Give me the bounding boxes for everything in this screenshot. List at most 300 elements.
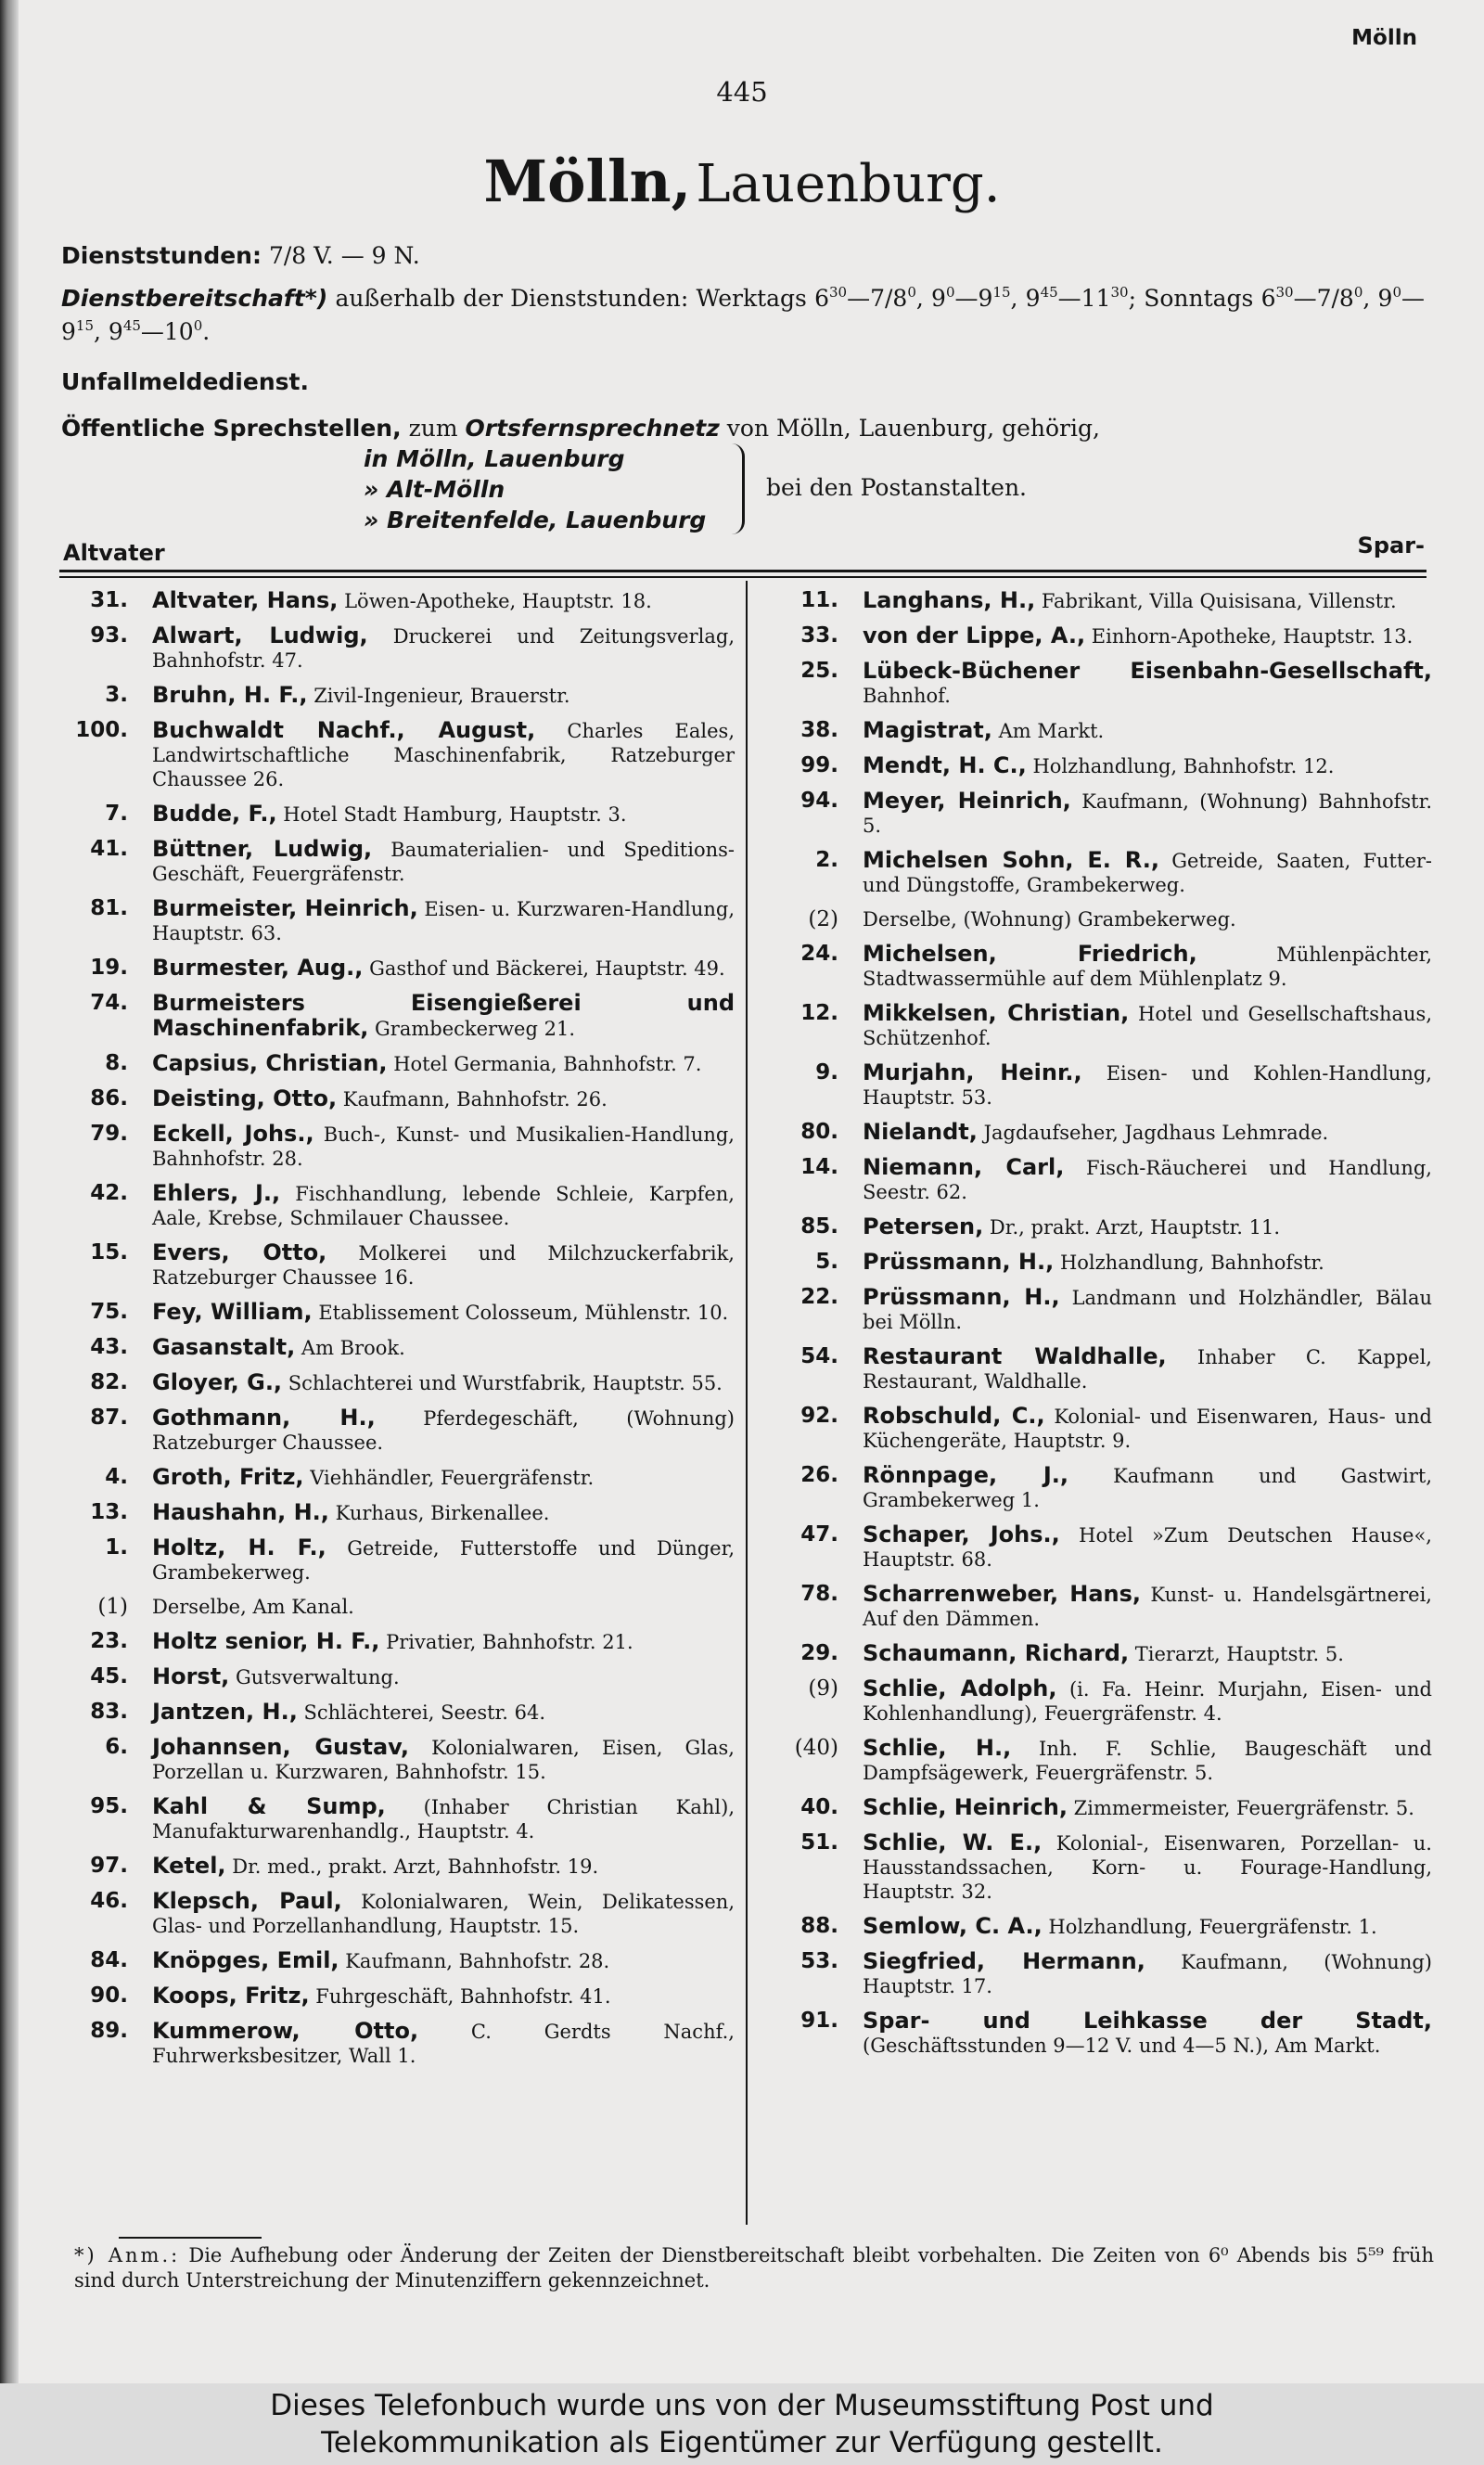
entry-number: 12. — [800, 1001, 838, 1025]
directory-entry — [768, 1830, 1432, 1904]
time-minutes: 30 — [1275, 284, 1294, 301]
readiness-paragraph — [61, 282, 1425, 349]
entry-detail: Derselbe, (Wohnung) Grambekerweg. — [863, 908, 1236, 931]
entry-name: Jantzen, H., — [152, 1699, 298, 1725]
entry-name: Haushahn, H., — [152, 1499, 329, 1525]
entry-name: Schlie, H., — [863, 1735, 1012, 1761]
service-hours — [61, 239, 1425, 273]
entry-number: 100. — [75, 718, 128, 742]
entry-detail: Inhaber C. Kappel, Restaurant, Waldhalle. — [863, 1346, 1432, 1393]
entry-name: Langhans, H., — [863, 587, 1036, 613]
time-fragment: —9 — [954, 285, 993, 312]
entry-detail: Löwen-Apotheke, Hauptstr. 18. — [344, 590, 652, 612]
entry-detail: Kaufmann, Bahnhofstr. 26. — [342, 1088, 608, 1111]
directory-entry — [58, 1629, 735, 1654]
time-fragment: . — [202, 318, 211, 345]
directory-entry — [768, 718, 1432, 743]
entry-number: 6. — [105, 1735, 128, 1759]
station-note: bei den Postanstalten. — [766, 474, 1027, 501]
readiness-label: Dienstbereitschaft*) — [61, 285, 328, 312]
directory-entry — [58, 1984, 735, 2009]
entry-number: 51. — [800, 1830, 838, 1855]
entry-number: 11. — [800, 588, 838, 612]
entry-detail: Bahnhof. — [863, 685, 951, 707]
entry-detail: Kolonial- und Eisenwaren, Haus- und Küchengeräte, Hauptstr. 9. — [863, 1406, 1432, 1452]
public-stations — [61, 412, 1425, 445]
entry-detail: (Geschäftsstunden 9—12 V. und 4—5 N.), Am Markt. — [863, 2035, 1381, 2057]
time-fragment: , 9 — [1362, 285, 1393, 312]
directory-entry — [58, 1370, 735, 1395]
directory-entry — [768, 1155, 1432, 1204]
entry-name: Schlie, W. E., — [863, 1829, 1043, 1855]
entry-name: Niemann, Carl, — [863, 1154, 1065, 1180]
directory-entry — [58, 1122, 735, 1171]
footnote-rule — [119, 2237, 262, 2239]
entry-detail: Zimmermeister, Feuergräfenstr. 5. — [1073, 1797, 1414, 1819]
entry-detail: Hotel Germania, Bahnhofstr. 7. — [393, 1053, 702, 1075]
directory-entry — [768, 1214, 1432, 1239]
directory-entry — [58, 623, 735, 673]
entry-detail: Derselbe, Am Kanal. — [152, 1596, 354, 1618]
entry-number: 47. — [800, 1522, 838, 1547]
double-rule — [59, 570, 1426, 578]
entry-name: Kummerow, Otto, — [152, 2018, 419, 2044]
station-place: » Breitenfelde, Lauenburg — [364, 507, 707, 533]
directory-entry — [58, 588, 735, 613]
entry-number: 79. — [90, 1122, 128, 1146]
entry-number: 83. — [90, 1700, 128, 1724]
entry-name: Prüssmann, H., — [863, 1249, 1055, 1275]
entry-number: 41. — [90, 837, 128, 861]
entry-detail: Kolonialwaren, Wein, Delikatessen, Glas- und Porzellanhandlung, Hauptstr. 15. — [152, 1891, 735, 1937]
entry-number: 38. — [800, 718, 838, 742]
entry-name: Michelsen Sohn, E. R., — [863, 847, 1159, 873]
entry-number: 78. — [800, 1582, 838, 1606]
directory-entry — [768, 1250, 1432, 1275]
entry-number: 40. — [800, 1795, 838, 1819]
directory-entry — [58, 1300, 735, 1325]
directory-entry — [58, 837, 735, 886]
public-stations-network: Ortsfernsprechnetz — [465, 415, 720, 442]
time-fragment: , 9 — [94, 318, 123, 345]
entry-name: Klepsch, Paul, — [152, 1888, 342, 1914]
time-minutes: 0 — [1353, 284, 1363, 301]
entry-detail: Fisch-Räucherei und Handlung, Seestr. 62. — [863, 1157, 1432, 1203]
credit-line: Telekommunikation als Eigentümer zur Verfügung gestellt. — [321, 2426, 1163, 2459]
entry-detail: Einhorn-Apotheke, Hauptstr. 13. — [1091, 625, 1414, 648]
entry-detail: Zivil-Ingenieur, Brauerstr. — [313, 685, 570, 707]
entry-number: 99. — [800, 753, 838, 777]
page-edge-shadow — [0, 0, 19, 2383]
entry-detail: Molkerei und Milchzuckerfabrik, Ratzeburger Chaussee 16. — [152, 1242, 735, 1289]
entry-name: Mikkelsen, Christian, — [863, 1000, 1130, 1026]
entry-detail: Kolonial-, Eisenwaren, Porzellan- u. Hausstandssachen, Korn- u. Fourage-Handlung, Hauptstr. 32. — [863, 1832, 1432, 1903]
entry-number: 13. — [90, 1500, 128, 1524]
entry-number: (9) — [808, 1676, 838, 1701]
directory-entry — [768, 1949, 1432, 1998]
entry-detail: Kunst- u. Handelsgärtnerei, Auf den Dämmen. — [863, 1584, 1432, 1630]
title-region: Lauenburg. — [696, 154, 1001, 214]
entry-name: Schaumann, Richard, — [863, 1640, 1130, 1666]
time-minutes: 0 — [193, 317, 203, 334]
entry-number: 87. — [90, 1406, 128, 1430]
entry-detail: Mühlenpächter, Stadtwassermühle auf dem Mühlenplatz 9. — [863, 944, 1432, 990]
entry-name: von der Lippe, A., — [863, 623, 1086, 648]
entry-number: 89. — [90, 2019, 128, 2043]
entry-name: Gloyer, G., — [152, 1369, 283, 1395]
directory-entry — [58, 1335, 735, 1360]
directory-entry — [58, 1181, 735, 1230]
entry-detail: Am Markt. — [998, 720, 1105, 742]
page-title — [0, 148, 1484, 215]
entry-detail: Landmann und Holzhändler, Bälau bei Mölln. — [863, 1287, 1432, 1333]
entry-name: Murjahn, Heinr., — [863, 1059, 1082, 1085]
directory-entry — [58, 1406, 735, 1455]
directory-entry — [58, 896, 735, 945]
entry-number: 45. — [90, 1664, 128, 1688]
service-hours-text: 7/8 V. — 9 N. — [268, 242, 420, 269]
entry-name: Schaper, Johs., — [863, 1521, 1060, 1547]
entry-name: Nielandt, — [863, 1119, 978, 1145]
entry-number: 15. — [90, 1240, 128, 1265]
entry-detail: Druckerei und Zeitungsverlag, Bahnhofstr. 47. — [152, 625, 736, 672]
directory-entry — [58, 1500, 735, 1525]
directory-entry — [58, 1240, 735, 1290]
entry-detail: Hotel »Zum Deutschen Hause«, Hauptstr. 68. — [863, 1524, 1432, 1571]
entry-detail: (Inhaber Christian Kahl), Manufakturwarenhandlg., Hauptstr. 4. — [152, 1796, 736, 1842]
entry-detail: Hotel Stadt Hamburg, Hauptstr. 3. — [283, 803, 627, 826]
entry-name: Spar- und Leihkasse der Stadt, — [863, 2008, 1432, 2034]
accident-service: Unfallmeldedienst. — [61, 368, 309, 395]
entry-name: Evers, Otto, — [152, 1239, 327, 1265]
entry-name: Altvater, Hans, — [152, 587, 339, 613]
entry-detail: Kurhaus, Birkenallee. — [335, 1502, 550, 1524]
time-fragment: , 9 — [915, 285, 946, 312]
directory-entry — [768, 588, 1432, 613]
entry-detail: Jagdaufseher, Jagdhaus Lehmrade. — [983, 1122, 1329, 1144]
entry-number: (40) — [794, 1736, 838, 1760]
time-minutes: 0 — [945, 284, 955, 301]
entry-number: 94. — [800, 789, 838, 813]
entry-detail: Holzhandlung, Bahnhofstr. — [1059, 1252, 1324, 1274]
time-minutes: 30 — [1110, 284, 1129, 301]
entry-name: Deisting, Otto, — [152, 1085, 338, 1111]
entry-name: Lübeck-Büchener Eisenbahn-Gesellschaft, — [863, 658, 1432, 684]
directory-entry — [58, 956, 735, 981]
entry-name: Prüssmann, H., — [863, 1284, 1060, 1310]
entry-detail: Pferdegeschäft, (Wohnung) Ratzeburger Chaussee. — [152, 1407, 735, 1454]
directory-entry — [768, 623, 1432, 648]
entry-number: (2) — [808, 907, 838, 931]
entry-name: Bruhn, H. F., — [152, 682, 308, 708]
grouping-brace — [731, 443, 745, 534]
entry-name: Siegfried, Hermann, — [863, 1948, 1145, 1974]
time-fragment: —7/8 — [1293, 285, 1354, 312]
entry-number: 90. — [90, 1984, 128, 2008]
entry-number: 54. — [800, 1344, 838, 1368]
entry-detail: Kolonialwaren, Eisen, Glas, Porzellan u. Kurzwaren, Bahnhofstr. 15. — [152, 1737, 735, 1783]
entry-number: 7. — [105, 802, 128, 826]
entry-number: 74. — [90, 991, 128, 1015]
station-place: in Mölln, Lauenburg — [364, 445, 625, 472]
entry-name: Fey, William, — [152, 1299, 313, 1325]
entry-detail: Fabrikant, Villa Quisisana, Villenstr. — [1041, 590, 1397, 612]
directory-entry — [58, 1794, 735, 1843]
entry-number: 33. — [800, 623, 838, 648]
entry-number: 84. — [90, 1948, 128, 1972]
time-fragment: —9 — [61, 285, 1425, 345]
guide-word-left: Altvater — [63, 540, 165, 566]
entry-name: Kahl & Sump, — [152, 1793, 386, 1819]
entry-name: Michelsen, Friedrich, — [863, 941, 1197, 967]
time-fragment: —10 — [140, 318, 194, 345]
entry-number: 85. — [800, 1214, 838, 1239]
directory-entry — [768, 2009, 1432, 2058]
directory-entry — [768, 1463, 1432, 1512]
entry-number: 26. — [800, 1463, 838, 1487]
footnote-lead: *) Anm.: — [74, 2244, 181, 2266]
entry-number: 80. — [800, 1120, 838, 1144]
entry-name: Mendt, H. C., — [863, 752, 1027, 778]
entry-name: Horst, — [152, 1663, 230, 1689]
credit-caption — [0, 2387, 1484, 2461]
directory-entry — [58, 1735, 735, 1784]
entry-detail: Viehhändler, Feuergräfenstr. — [310, 1467, 595, 1489]
entry-detail: Fischhandlung, lebende Schleie, Karpfen, Aale, Krebse, Schmilauer Chaussee. — [152, 1183, 735, 1229]
entry-name: Ketel, — [152, 1853, 226, 1879]
entry-name: Scharrenweber, Hans, — [863, 1581, 1142, 1607]
entry-number: 29. — [800, 1641, 838, 1665]
entry-number: 95. — [90, 1794, 128, 1818]
entry-detail: Schlächterei, Seestr. 64. — [303, 1701, 546, 1724]
directory-entry — [768, 907, 1432, 931]
entry-number: 97. — [90, 1854, 128, 1878]
entry-detail: Getreide, Saaten, Futter- und Düngstoffe, Grambekerweg. — [863, 850, 1432, 896]
directory-entry — [58, 2019, 735, 2068]
public-stations-text: von Mölln, Lauenburg, gehörig, — [726, 415, 1100, 442]
time-fragment: , 9 — [1010, 285, 1041, 312]
column-divider — [746, 581, 748, 2225]
entry-number: 25. — [800, 659, 838, 683]
entry-number: 19. — [90, 956, 128, 980]
directory-entry — [768, 1120, 1432, 1145]
entry-number: 81. — [90, 896, 128, 920]
time-minutes: 30 — [829, 284, 848, 301]
entry-detail: Holzhandlung, Feuergräfenstr. 1. — [1048, 1916, 1377, 1938]
directory-entry — [768, 1641, 1432, 1666]
entry-number: 4. — [105, 1465, 128, 1489]
directory-entry — [768, 1404, 1432, 1453]
public-stations-lead: zum — [408, 415, 458, 442]
directory-entry — [768, 1060, 1432, 1110]
entry-detail: Eisen- und Kohlen-Handlung, Hauptstr. 53. — [863, 1062, 1432, 1109]
station-place: » Alt-Mölln — [364, 476, 505, 503]
entries-left-column — [58, 588, 735, 2078]
directory-entry — [58, 1465, 735, 1490]
directory-entry — [768, 1676, 1432, 1726]
entry-name: Rönnpage, J., — [863, 1462, 1068, 1488]
directory-entry — [768, 1285, 1432, 1334]
footnote — [74, 2243, 1434, 2293]
directory-entry — [768, 1582, 1432, 1631]
directory-entry — [768, 1344, 1432, 1393]
directory-entry — [768, 1914, 1432, 1939]
directory-entry — [58, 1948, 735, 1973]
entry-name: Burmester, Aug., — [152, 955, 364, 981]
entry-number: 1. — [105, 1535, 128, 1560]
entry-name: Ehlers, J., — [152, 1180, 281, 1206]
entry-number: 23. — [90, 1629, 128, 1653]
entry-detail: Fuhrgeschäft, Bahnhofstr. 41. — [315, 1985, 611, 2008]
entry-number: 93. — [90, 623, 128, 648]
directory-entry — [58, 683, 735, 708]
directory-entry — [768, 1795, 1432, 1820]
entry-number: 24. — [800, 942, 838, 966]
entry-name: Eckell, Johs., — [152, 1121, 314, 1147]
entry-number: 3. — [105, 683, 128, 707]
entry-detail: Schlachterei und Wurstfabrik, Hauptstr. 55. — [288, 1372, 723, 1394]
directory-entry — [58, 1051, 735, 1076]
entry-name: Schlie, Adolph, — [863, 1675, 1057, 1701]
entry-number: 53. — [800, 1949, 838, 1973]
entry-detail: Gasthof und Bäckerei, Hauptstr. 49. — [369, 957, 725, 980]
time-fragment: ; Sonntags 6 — [1128, 285, 1276, 312]
directory-entry — [58, 1700, 735, 1725]
entry-detail: Hotel und Gesellschaftshaus, Schützenhof. — [863, 1003, 1432, 1049]
entry-name: Johannsen, Gustav, — [152, 1734, 409, 1760]
credit-line: Dieses Telefonbuch wurde uns von der Museumsstiftung Post und — [270, 2389, 1214, 2422]
title-place: Mölln, — [483, 148, 692, 215]
directory-entry — [768, 659, 1432, 708]
directory-entry — [58, 718, 735, 791]
directory-entry — [58, 802, 735, 827]
entry-number: 91. — [800, 2009, 838, 2033]
entry-number: 14. — [800, 1155, 838, 1179]
entry-name: Koops, Fritz, — [152, 1983, 310, 2009]
entry-name: Burmeisters Eisengießerei und Maschinenfabrik, — [152, 990, 735, 1041]
entry-detail: Kaufmann, (Wohnung) Bahnhofstr. 5. — [863, 790, 1432, 837]
entry-detail: Tierarzt, Hauptstr. 5. — [1134, 1643, 1344, 1665]
directory-entry — [768, 753, 1432, 778]
directory-entry — [768, 848, 1432, 897]
entry-number: 88. — [800, 1914, 838, 1938]
guide-word-right: Spar- — [1357, 533, 1425, 558]
entry-number: 9. — [815, 1060, 838, 1085]
entry-name: Gothmann, H., — [152, 1405, 376, 1431]
entry-detail: Holzhandlung, Bahnhofstr. 12. — [1032, 755, 1335, 777]
time-minutes: 0 — [907, 284, 916, 301]
entry-detail: Baumaterialien- und Speditions-Geschäft, Feuergräfenstr. — [152, 839, 735, 885]
entry-name: Semlow, C. A., — [863, 1913, 1043, 1939]
entry-name: Gasanstalt, — [152, 1334, 296, 1360]
entry-name: Robschuld, C., — [863, 1403, 1045, 1429]
directory-entry — [58, 1854, 735, 1879]
entry-detail: Grambeckerweg 21. — [375, 1018, 575, 1040]
entry-number: 5. — [815, 1250, 838, 1274]
entry-name: Buchwaldt Nachf., August, — [152, 717, 536, 743]
entry-name: Petersen, — [863, 1213, 984, 1239]
running-head: Mölln — [1351, 26, 1417, 50]
time-fragment: 6 — [814, 285, 829, 312]
entry-number: 46. — [90, 1889, 128, 1913]
entry-number: 8. — [105, 1051, 128, 1075]
readiness-lead: außerhalb der Dienststunden: Werktags — [335, 285, 807, 312]
entry-number: 42. — [90, 1181, 128, 1205]
entries-right-column — [768, 588, 1432, 2068]
entry-detail: Kaufmann, (Wohnung) Hauptstr. 17. — [863, 1951, 1432, 1997]
entry-number: (1) — [97, 1595, 128, 1619]
entry-detail: Privatier, Bahnhofstr. 21. — [386, 1631, 633, 1653]
page-number: 445 — [716, 76, 768, 108]
entry-number: 31. — [90, 588, 128, 612]
entry-detail: Gutsverwaltung. — [235, 1666, 400, 1688]
entry-name: Büttner, Ludwig, — [152, 836, 373, 862]
entry-name: Knöpges, Emil, — [152, 1947, 339, 1973]
directory-entry — [768, 1522, 1432, 1572]
entry-detail: Dr., prakt. Arzt, Hauptstr. 11. — [989, 1216, 1281, 1239]
directory-entry — [58, 1595, 735, 1619]
entry-name: Alwart, Ludwig, — [152, 623, 368, 648]
entry-detail: (i. Fa. Heinr. Murjahn, Eisen- und Kohlenhandlung), Feuergräfenstr. 4. — [863, 1678, 1432, 1725]
entry-detail: Dr. med., prakt. Arzt, Bahnhofstr. 19. — [232, 1855, 599, 1878]
entry-name: Meyer, Heinrich, — [863, 788, 1071, 814]
time-minutes: 45 — [122, 317, 141, 334]
station-places — [364, 443, 706, 535]
entry-name: Schlie, Heinrich, — [863, 1794, 1068, 1820]
entry-detail: Buch-, Kunst- und Musikalien-Handlung, Bahnhofstr. 28. — [152, 1123, 735, 1170]
entry-detail: Charles Eales, Landwirtschaftliche Maschinenfabrik, Ratzeburger Chaussee 26. — [152, 720, 735, 790]
directory-entry — [768, 1736, 1432, 1785]
time-minutes: 15 — [75, 317, 94, 334]
entry-detail: Getreide, Futterstoffe und Dünger, Grambekerweg. — [152, 1537, 736, 1584]
time-fragment: —11 — [1057, 285, 1111, 312]
entry-number: 2. — [815, 848, 838, 872]
entry-name: Groth, Fritz, — [152, 1464, 304, 1490]
directory-entry — [58, 1664, 735, 1689]
entry-detail: Kaufmann und Gastwirt, Grambekerweg 1. — [863, 1465, 1433, 1511]
time-fragment: —7/8 — [847, 285, 908, 312]
entry-detail: Kaufmann, Bahnhofstr. 28. — [345, 1950, 610, 1972]
entry-detail: Am Brook. — [301, 1337, 405, 1359]
service-hours-label: Dienststunden: — [61, 242, 262, 269]
entry-name: Magistrat, — [863, 717, 992, 743]
directory-entry — [58, 1535, 735, 1585]
directory-entry — [768, 942, 1432, 991]
entry-name: Burmeister, Heinrich, — [152, 895, 418, 921]
entry-number: 92. — [800, 1404, 838, 1428]
public-stations-label: Öffentliche Sprechstellen, — [61, 415, 402, 442]
entry-number: 43. — [90, 1335, 128, 1359]
entry-detail: C. Gerdts Nachf., Fuhrwerksbesitzer, Wall 1. — [152, 2021, 735, 2067]
entry-name: Capsius, Christian, — [152, 1050, 388, 1076]
directory-entry — [768, 789, 1432, 838]
entry-name: Holtz senior, H. F., — [152, 1628, 380, 1654]
footnote-text: Die Aufhebung oder Änderung der Zeiten der Dienstbereitschaft bleibt vorbehalten. Die Zeiten von 6⁰ Abends bis 5⁵⁹ früh sind durch Unterstreichung der Minutenziffern gekennzeichnet. — [74, 2244, 1434, 2292]
directory-entry — [58, 1086, 735, 1111]
entry-name: Restaurant Waldhalle, — [863, 1343, 1167, 1369]
directory-entry — [768, 1001, 1432, 1050]
entry-number: 82. — [90, 1370, 128, 1394]
entry-number: 22. — [800, 1285, 838, 1309]
time-minutes: 15 — [992, 284, 1011, 301]
entry-detail: Eisen- u. Kurzwaren-Handlung, Hauptstr. 63. — [152, 898, 735, 944]
entry-number: 75. — [90, 1300, 128, 1324]
entry-detail: Inh. F. Schlie, Baugeschäft und Dampfsägewerk, Feuergräfenstr. 5. — [863, 1738, 1432, 1784]
entry-name: Holtz, H. F., — [152, 1534, 326, 1560]
entry-detail: Etablissement Colosseum, Mühlenstr. 10. — [318, 1302, 729, 1324]
entry-number: 86. — [90, 1086, 128, 1111]
time-minutes: 0 — [1392, 284, 1401, 301]
